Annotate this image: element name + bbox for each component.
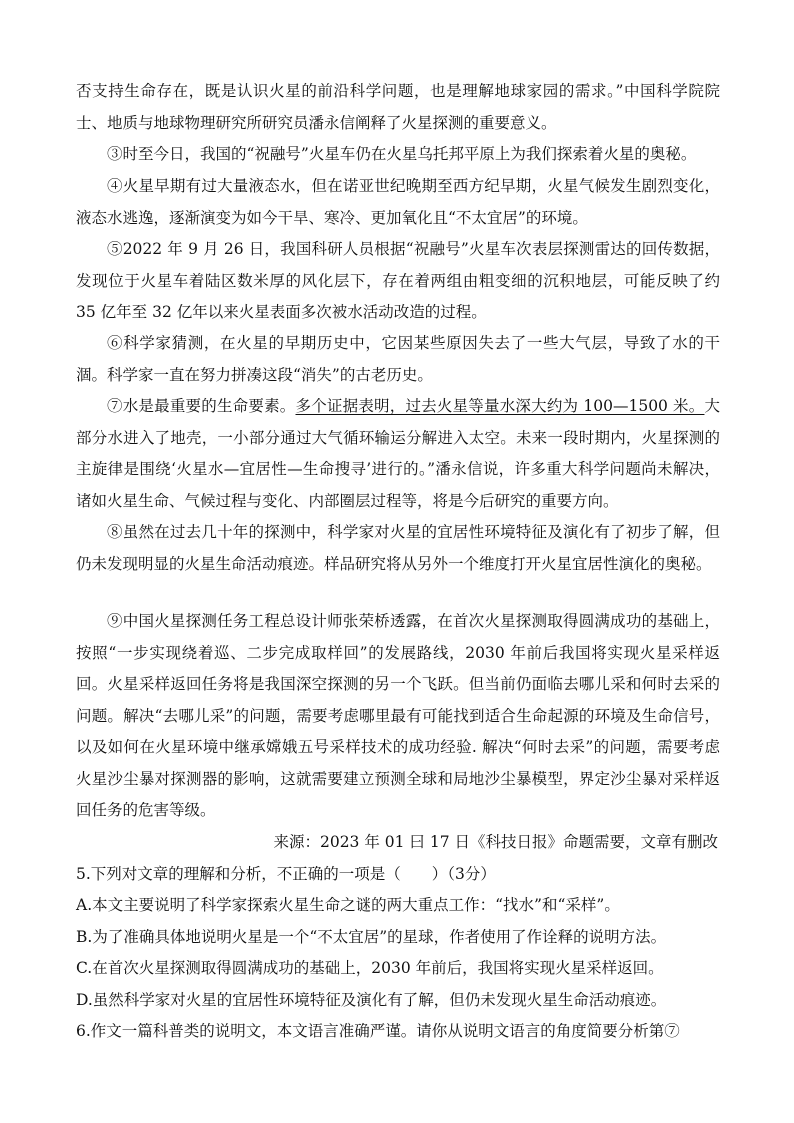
paragraph-7-underlined-sentence: 多个证据表明，过去火星等量水深大约为 100—1500 米。 [295, 397, 705, 415]
paragraph-7-lead: ⑦水是最重要的生命要素。 [107, 397, 296, 415]
question-5-option-c: C.在首次火星探测取得圆满成功的基础上，2030 年前后，我国将实现火星采样返回。 [76, 959, 664, 977]
article-source: 来源：2023 年 01 曰 17 日《科技日报》命题需要，文章有删改 [273, 833, 718, 851]
question-5-option-d: D.虽然科学家对火星的宜居性环境特征及演化有了解，但仍未发现火星生命活动痕迹。 [76, 991, 667, 1009]
question-6: 6.作文一篇科普类的说明文，本文语言准确严谨。请你从说明文语言的角度简要分析第⑦ [76, 1022, 680, 1040]
paragraph-7-rest: 大部分水进入了地壳，一小部分通过大气循环输运分解进入太空。未来一段时期内，火星探测的主旋律是围绕‘火星水—宜居性—生命搜寻’进行的。”潘永信说，许多重大科学问题尚未解决，诸如火星生命、气候过程与变化、内部圈层过程等，将是今后研究的重要方向。 [76, 397, 720, 510]
paragraph-8: ⑧虽然在过去几十年的探测中，科学家对火星的宜居性环境特征及演化有了初步了解，但仍未发现明显的火星生命活动痕迹。样品研究将从另外一个维度打开火星宜居性演化的奥秘。 [76, 523, 720, 573]
paragraph-3: ③时至今日，我国的“祝融号”火星车仍在火星乌托邦平原上为我们探索着火星的奥秘。 [107, 145, 697, 163]
paragraph-6: ⑥科学家猜测，在火星的早期历史中，它因某些原因失去了一些大气层，导致了水的干涸。科学家一直在努力拼凑这段“消失”的古老历史。 [76, 334, 720, 384]
paragraph-4: ④火星早期有过大量液态水，但在诺亚世纪晚期至西方纪早期，火星气候发生剧烈变化，液态水逃逸，逐渐演变为如今干旱、寒冷、更加氧化且“不太宜居”的环境。 [76, 177, 720, 227]
question-5-option-b: B.为了准确具体地说明火星是一个“不太宜居”的星球，作者使用了作诠释的说明方法。 [76, 928, 667, 946]
question-5: 5.下列对文章的理解和分析，不正确的一项是（ ）（3分） [76, 865, 496, 883]
paragraph-intro: 否支持生命存在，既是认识火星的前沿科学问题，也是理解地球家园的需求。”中国科学院院士、地质与地球物理研究所研究员潘永信阐释了火星探测的重要意义。 [76, 82, 720, 132]
paragraph-5: ⑤2022 年 9 月 26 日，我国科研人员根据“祝融号”火星车次表层探测雷达的回传数据，发现位于火星车着陆区数米厚的风化层下，存在着两组由粗变细的沉积地层，可能反映了约 35 亿年至 32 亿年以来火星表面多次被水活动改造的过程。 [76, 240, 720, 321]
question-5-option-a: A.本文主要说明了科学家探索火星生命之谜的两大重点工作：“找水”和“采样”。 [76, 896, 620, 914]
paragraph-7 [76, 391, 720, 517]
paragraph-9: ⑨中国火星探测任务工程总设计师张荣桥透露，在首次火星探测取得圆满成功的基础上，按照“一步实现绕着巡、二步完成取样回”的发展路线，2030 年前后我国将实现火星采样返回。火星采样返回任务将是我国深空探测的另一个飞跃。但当前仍面临去哪儿采和何时去采的问题。解决“去哪儿采”的问题，需要考虑哪里最有可能找到适合生命起源的环境及生命信号，以及如何在火星环境中继承嫦娥五号采样技术的成功经验. 解决“何时去采”的问题，需要考虑火星沙尘暴对探测器的影响，这就需要建立预测全球和局地沙尘暴模型，界定沙尘暴对采样返回任务的危害等级。 [76, 612, 720, 819]
